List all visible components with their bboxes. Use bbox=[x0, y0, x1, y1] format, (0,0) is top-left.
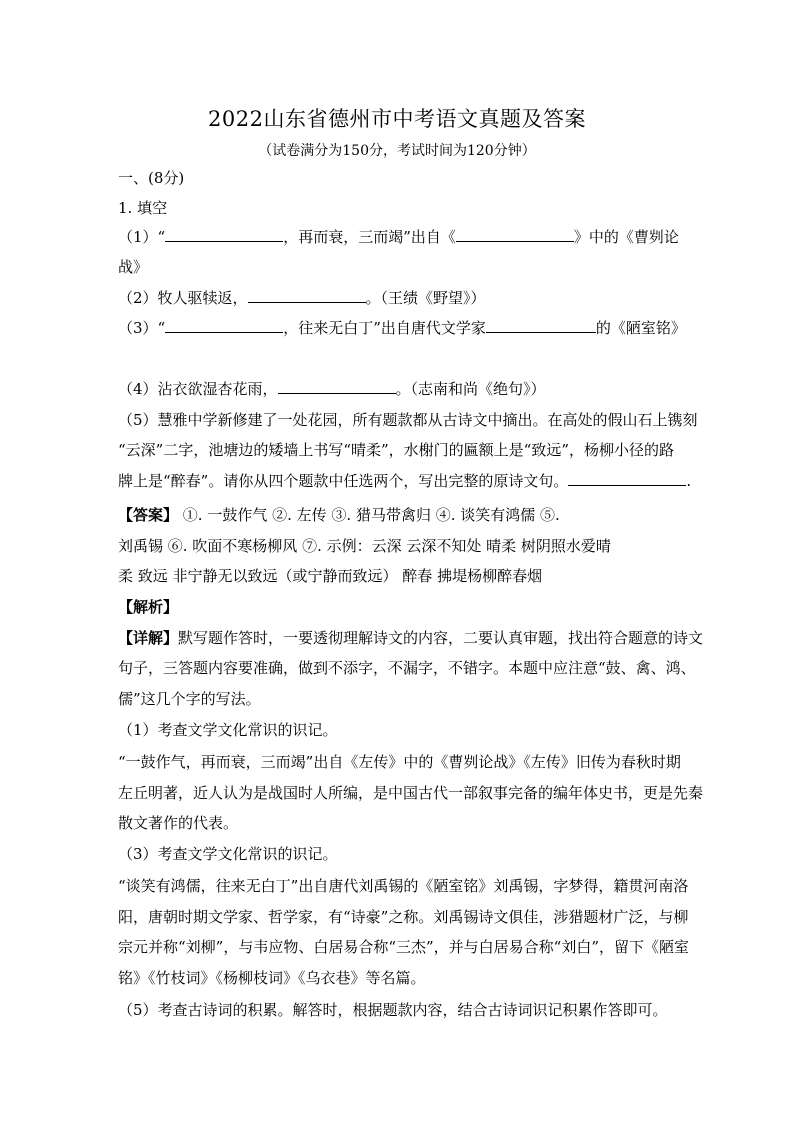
answer-blank bbox=[165, 318, 283, 333]
text: （2）牧人驱犊返， bbox=[118, 289, 248, 307]
explanation-line: 左丘明著，近人认为是战国时人所编，是中国古代一部叙事完备的编年体史书，更是先秦 bbox=[118, 784, 704, 802]
explanation-line: “一鼓作气，再而衰，三而竭”出自《左传》中的《曹刿论战》《左传》旧传为春秋时期 bbox=[118, 753, 681, 771]
answer-label: 【答案】 bbox=[118, 506, 179, 524]
question-title: 1. 填空 bbox=[118, 199, 168, 217]
text: ，往来无白丁”出自唐代文学家 bbox=[283, 319, 486, 337]
question-line bbox=[118, 318, 686, 338]
answer-blank bbox=[568, 471, 686, 486]
explanation-line: “谈笑有鸿儒，往来无白丁”出自唐代刘禹锡的《陋室铭》刘禹锡，字梦得，籍贯河南洛 bbox=[118, 877, 689, 895]
text: （1）“ bbox=[118, 228, 166, 246]
explanation-heading: （1）考查文学文化常识的识记。 bbox=[118, 721, 338, 739]
question-line: “云深”二字，池塘边的矮墙上书写“晴柔”，水榭门的匾额上是“致远”，杨柳小径的路 bbox=[118, 441, 675, 459]
explanation-line: 铭》《竹枝词》《杨柳枝词》《乌衣巷》等名篇。 bbox=[118, 969, 426, 987]
section-heading: 一、(8分) bbox=[118, 169, 185, 187]
answer-blank bbox=[248, 288, 366, 303]
answer-blank bbox=[486, 318, 596, 333]
text: ①. 一鼓作气 ②. 左传 ③. 猎马带禽归 ④. 谈笑有鸿儒 ⑤. bbox=[182, 506, 560, 524]
page-title: 2022山东省德州市中考语文真题及答案 bbox=[208, 107, 586, 131]
detail-line bbox=[118, 628, 704, 648]
question-line bbox=[118, 288, 678, 308]
text: 》中的《曹刿论 bbox=[573, 228, 679, 246]
text: 默写题作答时，一要透彻理解诗文的内容，二要认真审题，找出符合题意的诗文 bbox=[178, 629, 704, 647]
answer-line bbox=[118, 505, 678, 525]
text: ，再而衰，三而竭”出自《 bbox=[283, 228, 456, 246]
text: 的《陋室铭》 bbox=[595, 319, 686, 337]
question-line bbox=[118, 379, 678, 399]
explanation-line: 散文著作的代表。 bbox=[118, 814, 239, 832]
analysis-label: 【解析】 bbox=[118, 598, 179, 616]
answer-blank bbox=[456, 227, 574, 242]
page-subtitle: （试卷满分为150分，考试时间为120分钟） bbox=[258, 143, 536, 159]
text: 。（志南和尚《绝句》） bbox=[395, 380, 546, 398]
question-line bbox=[118, 227, 678, 247]
answer-blank bbox=[165, 227, 283, 242]
answer-blank bbox=[278, 379, 396, 394]
answer-line: 刘禹锡 ⑥. 吹面不寒杨柳风 ⑦. 示例：云深 云深不知处 晴柔 树阴照水爱晴 bbox=[118, 537, 611, 555]
explanation-heading: （5）考查古诗词的积累。解答时，根据题款内容，结合古诗词识记积累作答即可。 bbox=[118, 1001, 668, 1019]
question-line bbox=[118, 471, 692, 491]
text: （3）“ bbox=[118, 319, 166, 337]
answer-line: 柔 致远 非宁静无以致远（或宁静而致远） 醉春 拂堤杨柳醉春烟 bbox=[118, 567, 543, 585]
text: 。（王绩《野望》） bbox=[365, 289, 486, 307]
explanation-line: 宗元并称“刘柳”，与韦应物、白居易合称“三杰”，并与白居易合称“刘白”，留下《陋室 bbox=[118, 938, 690, 956]
explanation-heading: （3）考查文学文化常识的识记。 bbox=[118, 845, 338, 863]
question-line: （5）慧雅中学新修建了一处花园，所有题款都从古诗文中摘出。在高处的假山石上镌刻 bbox=[118, 411, 698, 429]
question-line: 战》 bbox=[118, 258, 149, 276]
text: . bbox=[686, 472, 692, 490]
detail-label: 【详解】 bbox=[118, 629, 179, 647]
explanation-line: 阳，唐朝时期文学家、哲学家，有“诗豪”之称。刘禹锡诗文俱佳，涉猎题材广泛，与柳 bbox=[118, 908, 689, 926]
text: 牌上是“醉春”。请你从四个题款中任选两个，写出完整的原诗文句。 bbox=[118, 472, 569, 490]
detail-line: 儒”这几个字的写法。 bbox=[118, 690, 261, 708]
text: （4）沾衣欲湿杏花雨， bbox=[118, 380, 278, 398]
detail-line: 句子，三答题内容要准确，做到不添字，不漏字，不错字。本题中应注意“鼓、禽、鸿、 bbox=[118, 659, 696, 677]
